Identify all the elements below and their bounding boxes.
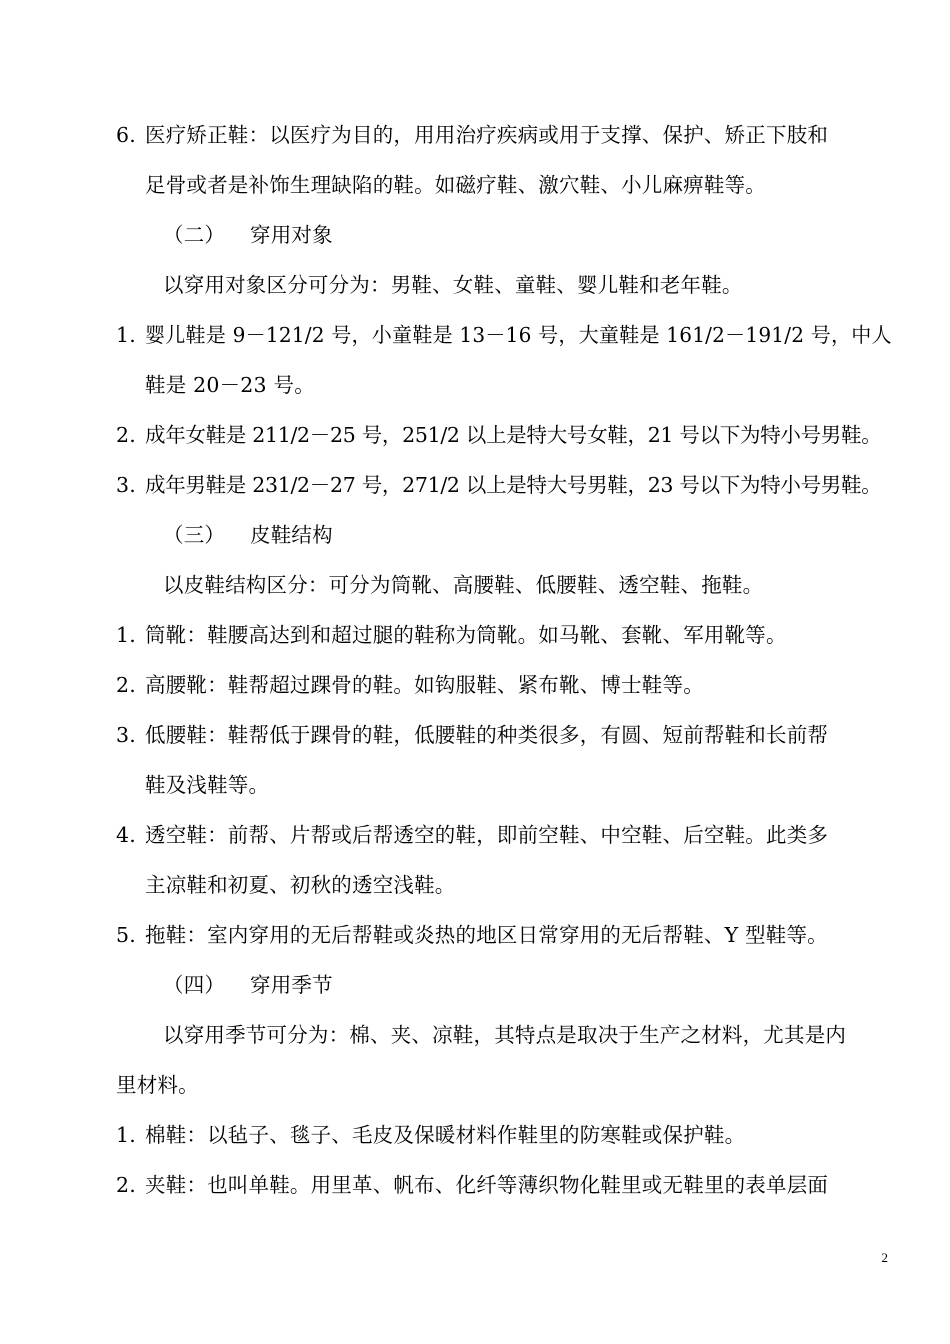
- section-heading-number: （二）: [163, 223, 226, 247]
- paragraph: 以穿用对象区分可分为：男鞋、女鞋、童鞋、婴儿鞋和老年鞋。: [163, 273, 743, 297]
- list-item-continuation: 足骨或者是补饰生理缺陷的鞋。如磁疗鞋、激穴鞋、小儿麻痹鞋等。: [145, 173, 766, 197]
- list-item-text: 夹鞋：也叫单鞋。用里革、帆布、化纤等薄织物化鞋里或无鞋里的表单层面: [145, 1173, 829, 1197]
- page-number: 2: [881, 1250, 888, 1265]
- list-number: 1.: [116, 323, 136, 347]
- list-item-text: 成年男鞋是 231/2－27 号，271/2 以上是特大号男鞋，23 号以下为特小号男鞋。: [145, 473, 882, 497]
- list-number: 3.: [116, 723, 136, 747]
- section-heading: 皮鞋结构: [250, 523, 333, 547]
- list-number: 2.: [116, 673, 136, 697]
- section-heading: 穿用季节: [250, 973, 333, 997]
- list-item-continuation: 鞋是 20－23 号。: [145, 373, 315, 397]
- list-number: 4.: [116, 823, 136, 847]
- list-item-text: 透空鞋：前帮、片帮或后帮透空的鞋，即前空鞋、中空鞋、后空鞋。此类多: [145, 823, 829, 847]
- list-item-text: 棉鞋：以毡子、毯子、毛皮及保暖材料作鞋里的防寒鞋或保护鞋。: [145, 1123, 746, 1147]
- list-item-text: 筒靴：鞋腰高达到和超过腿的鞋称为筒靴。如马靴、套靴、军用靴等。: [145, 623, 787, 647]
- list-number: 3.: [116, 473, 136, 497]
- list-item-text: 低腰鞋：鞋帮低于踝骨的鞋，低腰鞋的种类很多，有圆、短前帮鞋和长前帮: [145, 723, 829, 747]
- list-number: 1.: [116, 1123, 136, 1147]
- list-item-continuation: 主凉鞋和初夏、初秋的透空浅鞋。: [145, 873, 456, 897]
- section-heading: 穿用对象: [250, 223, 333, 247]
- list-item-continuation: 鞋及浅鞋等。: [145, 773, 270, 797]
- list-item-text: 成年女鞋是 211/2－25 号，251/2 以上是特大号女鞋，21 号以下为特小号男鞋。: [145, 423, 882, 447]
- list-number: 1.: [116, 623, 136, 647]
- paragraph: 以皮鞋结构区分：可分为筒靴、高腰鞋、低腰鞋、透空鞋、拖鞋。: [163, 573, 764, 597]
- list-number: 6.: [116, 123, 136, 147]
- paragraph: 以穿用季节可分为：棉、夹、凉鞋，其特点是取决于生产之材料，尤其是内: [163, 1023, 847, 1047]
- list-number: 5.: [116, 923, 136, 947]
- list-item-text: 医疗矫正鞋：以医疗为目的，用用治疗疾病或用于支撑、保护、矫正下肢和: [145, 123, 829, 147]
- section-heading-number: （三）: [163, 523, 226, 547]
- list-item-text: 高腰靴：鞋帮超过踝骨的鞋。如钩服鞋、紧布靴、博士鞋等。: [145, 673, 704, 697]
- list-number: 2.: [116, 423, 136, 447]
- list-item-text: 婴儿鞋是 9－121/2 号，小童鞋是 13－16 号，大童鞋是 161/2－191/2 号，中人: [145, 323, 892, 347]
- list-number: 2.: [116, 1173, 136, 1197]
- paragraph-continuation: 里材料。: [116, 1073, 199, 1097]
- section-heading-number: （四）: [163, 973, 226, 997]
- list-item-text: 拖鞋：室内穿用的无后帮鞋或炎热的地区日常穿用的无后帮鞋、Y 型鞋等。: [145, 923, 828, 947]
